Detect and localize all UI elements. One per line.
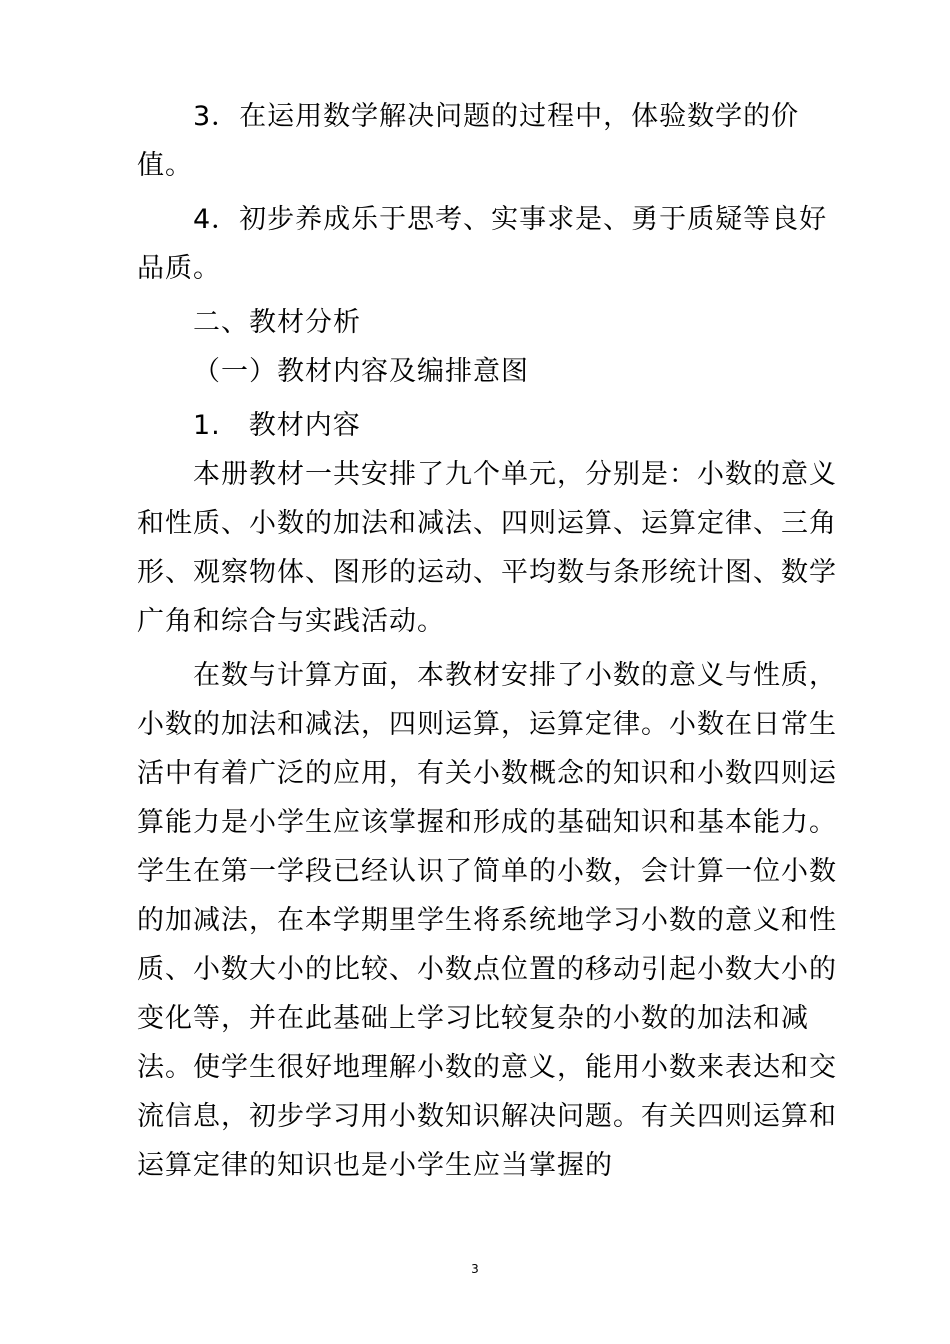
paragraph-units: 本册教材一共安排了九个单元，分别是：小数的意义和性质、小数的加法和减法、四则运算、运算定律、三角形、观察物体、图形的运动、平均数与条形统计图、数学广角和综合与实践活动。 [137,459,837,637]
section-heading-analysis: 二、教材分析 [193,307,361,338]
document-body [137,92,837,1190]
subsection-heading-content: （一）教材内容及编排意图 [193,356,529,387]
paragraph-goal-4: 4．初步养成乐于思考、实事求是、勇于质疑等良好品质。 [137,204,828,284]
paragraph-goal-3: 3．在运用数学解决问题的过程中，体验数学的价值。 [137,101,800,181]
item-heading-content: 1. 教材内容 [193,410,361,441]
page-number: 3 [471,1262,479,1276]
paragraph-number-calculation: 在数与计算方面，本教材安排了小数的意义与性质，小数的加法和减法，四则运算，运算定律。小数在日常生活中有着广泛的应用，有关小数概念的知识和小数四则运算能力是小学生应该掌握和形成的基础知识和基本能力。学生在第一学段已经认识了简单的小数，会计算一位小数的加减法，在本学期里学生将系统地学习小数的意义和性质、小数大小的比较、小数点位置的移动引起小数大小的变化等，并在此基础上学习比较复杂的小数的加法和减法。使学生很好地理解小数的意义，能用小数来表达和交流信息，初步学习用小数知识解决问题。有关四则运算和运算定律的知识也是小学生应当掌握的 [137,660,837,1181]
